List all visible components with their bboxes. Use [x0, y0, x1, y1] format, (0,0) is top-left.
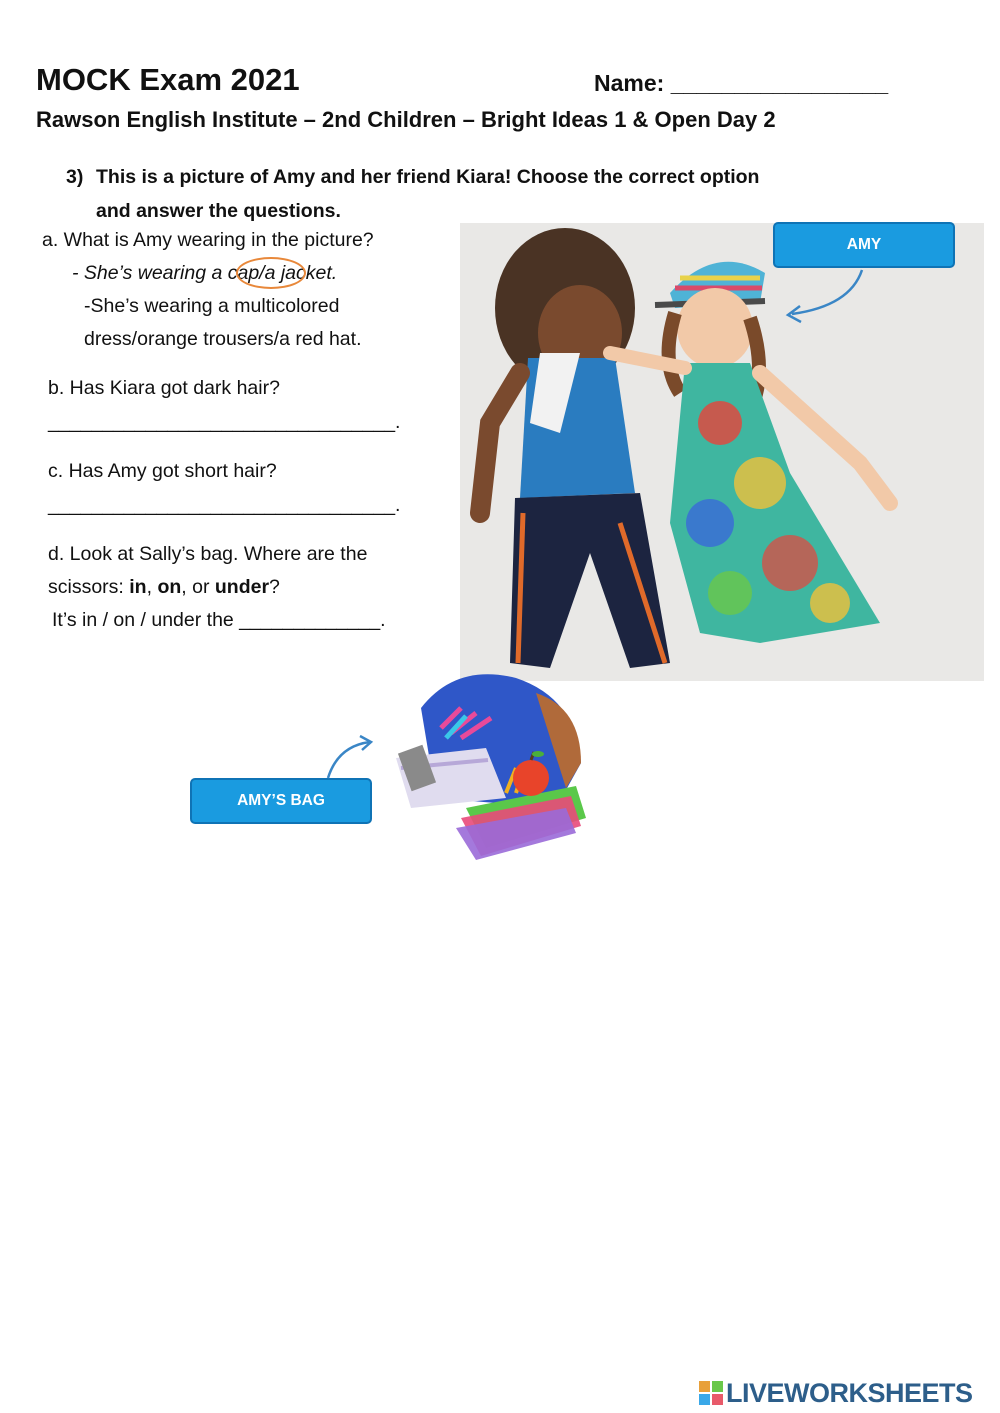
answer-c-field[interactable]: ________________________________.: [48, 494, 401, 516]
liveworksheets-logo-icon: [698, 1380, 724, 1406]
answer-circle-mark: [236, 257, 306, 289]
liveworksheets-logo: [698, 1378, 973, 1409]
question-b: b. Has Kiara got dark hair?: [48, 377, 280, 399]
page-subtitle: Rawson English Institute – 2nd Children – Bright Ideas 1 & Open Day 2: [36, 107, 776, 132]
arrow-to-amy-icon: [780, 266, 870, 326]
question-a-option-2[interactable]: -She’s wearing a multicolored dress/orange trousers/a red hat.: [84, 295, 362, 350]
instruction-number: 3): [66, 166, 84, 188]
question-c: c. Has Amy got short hair?: [48, 460, 277, 482]
page-title: MOCK Exam 2021: [36, 62, 300, 97]
answer-b-field[interactable]: ________________________________.: [48, 411, 401, 433]
amy-label: AMY: [773, 222, 955, 268]
girls-illustration: [460, 223, 984, 681]
arrow-to-bag-icon: [320, 734, 380, 784]
amys-bag-label: AMY’S BAG: [190, 778, 372, 824]
name-field-label: Name: _________________: [594, 70, 889, 96]
instruction: [66, 160, 826, 228]
instruction-line-1: This is a picture of Amy and her friend Kiara! Choose the correct option: [96, 166, 760, 188]
photo-amy-and-kiara: [460, 223, 984, 681]
instruction-line-2: and answer the questions.: [96, 200, 341, 222]
answer-d-field[interactable]: It’s in / on / under the _____________.: [52, 609, 386, 631]
backpack-image: [366, 668, 596, 860]
liveworksheets-brand: LIVEWORKSHEETS: [726, 1378, 973, 1408]
backpack-illustration: [366, 668, 596, 860]
question-d: d. Look at Sally’s bag. Where are the scissors: in, on, or under?: [48, 543, 368, 598]
question-a-option-1[interactable]: - She’s wearing a cap/a jacket.: [72, 262, 338, 284]
question-a: a. What is Amy wearing in the picture?: [42, 229, 374, 251]
